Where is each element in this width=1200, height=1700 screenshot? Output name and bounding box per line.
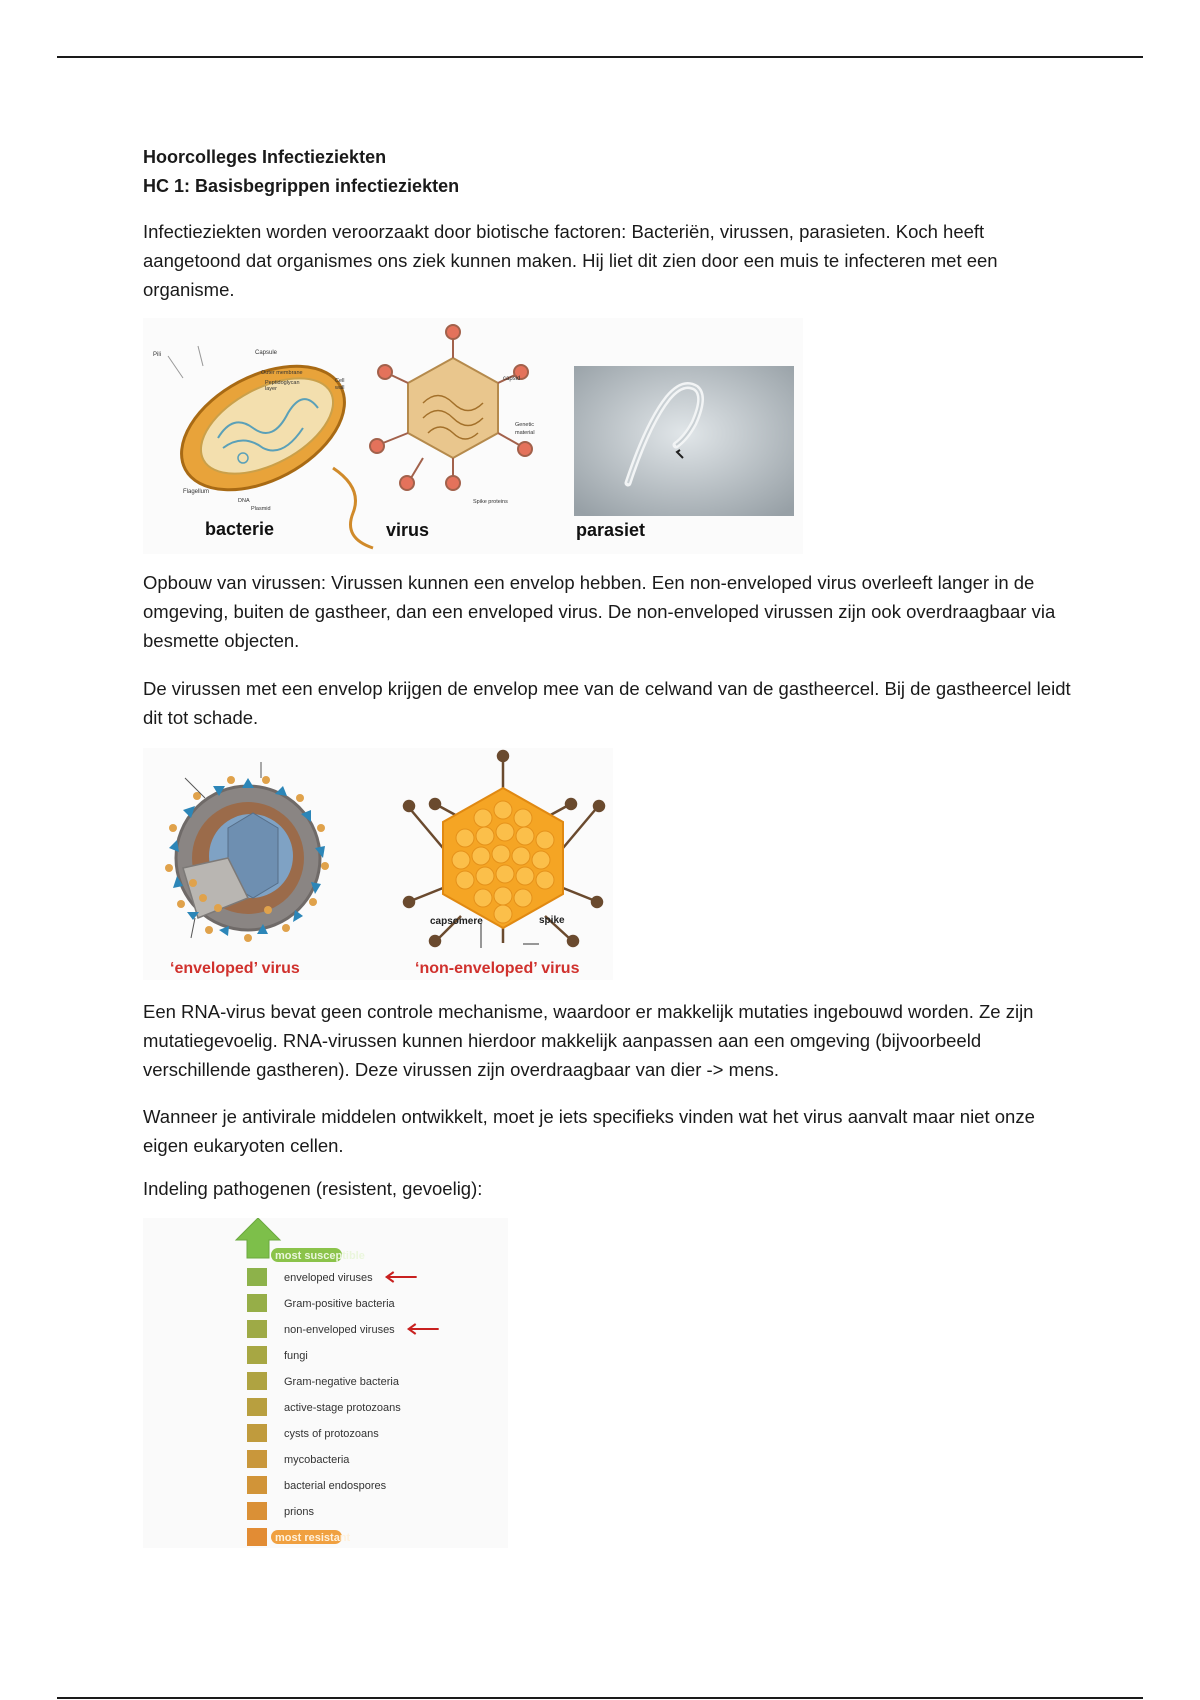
document-title: Hoorcolleges Infectieziekten xyxy=(143,147,387,167)
svg-text:material: material xyxy=(515,430,535,436)
paragraph-antiviral: Wanneer je antivirale middelen ontwikkelt, moet je iets specifieks vinden wat het virus aanvalt maar niet onze eigen eukaryoten cellen. xyxy=(143,1106,1035,1156)
svg-text:Genetic: Genetic xyxy=(515,422,534,428)
paragraph-classification: Indeling pathogenen (resistent, gevoelig): xyxy=(143,1178,483,1199)
label-most-resistant: most resistant xyxy=(275,1532,351,1544)
figure-pathogen-types-svg xyxy=(143,318,803,554)
svg-text:Flagellum: Flagellum xyxy=(183,489,210,495)
svg-text:DNA: DNA xyxy=(238,498,250,504)
ladder-item-label: Gram-positive bacteria xyxy=(284,1298,395,1310)
svg-text:Spike proteins: Spike proteins xyxy=(473,499,508,505)
svg-text:Plasmid: Plasmid xyxy=(251,506,271,512)
label-non-enveloped-virus: ‘non-enveloped’ virus xyxy=(415,960,580,977)
heading-block xyxy=(143,143,1073,201)
svg-text:wall: wall xyxy=(335,385,345,391)
ladder-item-label: fungi xyxy=(284,1350,308,1362)
svg-text:Cell: Cell xyxy=(335,378,345,384)
top-rule xyxy=(57,56,1143,58)
paragraph-rna-virus: Een RNA-virus bevat geen controle mechanisme, waardoor er makkelijk mutaties ingebouwd worden. Ze zijn mutatiegevoelig. RNA-virussen kunnen hierdoor makkelijk aanpassen aan een omgeving (bijvoorbeeld verschillende gastheren). Deze virussen zijn overdraagbaar van dier -> mens. xyxy=(143,1001,1034,1080)
figure-envelope-comparison-svg xyxy=(143,748,613,980)
figure-pathogen-types xyxy=(143,318,803,554)
label-bacterie: bacterie xyxy=(205,519,275,539)
svg-text:Outer membrane: Outer membrane xyxy=(261,370,303,376)
document-subtitle: HC 1: Basisbegrippen infectieziekten xyxy=(143,176,460,196)
svg-text:Capsule: Capsule xyxy=(255,350,278,356)
ladder-swatch xyxy=(247,1450,267,1468)
ladder-item-label: bacterial endospores xyxy=(284,1480,387,1492)
paragraph-intro: Infectieziekten worden veroorzaakt door biotische factoren: Bacteriën, virussen, parasieten. Koch heeft aangetoond dat organismes ons ziek kunnen maken. Hij liet dit zien door een muis te infecteren met een organisme. xyxy=(143,221,998,300)
bottom-rule xyxy=(57,1697,1143,1699)
ladder-swatch xyxy=(247,1424,267,1442)
label-spike: spike xyxy=(539,915,565,926)
figure-envelope-comparison xyxy=(143,748,613,980)
paragraph-envelope-origin: De virussen met een envelop krijgen de envelop mee van de celwand van de gastheercel. Bij de gastheercel leidt dit tot schade. xyxy=(143,678,1071,728)
ladder-swatch xyxy=(247,1372,267,1390)
label-enveloped-virus: ‘enveloped’ virus xyxy=(170,960,300,977)
ladder-item-label: non-enveloped viruses xyxy=(284,1324,395,1336)
svg-text:Peptidoglycan: Peptidoglycan xyxy=(265,380,300,386)
ladder-item-label: mycobacteria xyxy=(284,1454,350,1466)
ladder-swatch xyxy=(247,1346,267,1364)
resistance-ladder-svg xyxy=(143,1218,508,1548)
svg-text:layer: layer xyxy=(265,386,277,392)
label-virus: virus xyxy=(386,520,430,540)
ladder-swatch xyxy=(247,1528,267,1546)
ladder-item-label: cysts of protozoans xyxy=(284,1428,379,1440)
figure-resistance-ladder xyxy=(143,1218,508,1548)
ladder-item-label: active-stage protozoans xyxy=(284,1402,401,1414)
svg-text:Pili: Pili xyxy=(153,352,162,358)
label-parasiet: parasiet xyxy=(576,520,646,540)
ladder-swatch xyxy=(247,1398,267,1416)
ladder-swatch xyxy=(247,1476,267,1494)
ladder-swatch xyxy=(247,1502,267,1520)
ladder-swatch xyxy=(247,1320,267,1338)
svg-text:capsid: capsid xyxy=(503,376,521,382)
ladder-item-label: enveloped viruses xyxy=(284,1272,373,1284)
ladder-item-label: prions xyxy=(284,1506,314,1518)
paragraph-virus-structure: Opbouw van virussen: Virussen kunnen een envelop hebben. Een non-enveloped virus overleeft langer in de omgeving, buiten de gastheer, dan een enveloped virus. De non-enveloped virussen zijn ook overdraagbaar via besmette objecten. xyxy=(143,572,1056,651)
label-most-susceptible: most susceptible xyxy=(275,1250,365,1262)
ladder-item-label: Gram-negative bacteria xyxy=(284,1376,399,1388)
ladder-swatch xyxy=(247,1268,267,1286)
parasite-illustration xyxy=(574,366,794,540)
ladder-swatch xyxy=(247,1294,267,1312)
label-capsomere: capsomere xyxy=(430,916,483,927)
